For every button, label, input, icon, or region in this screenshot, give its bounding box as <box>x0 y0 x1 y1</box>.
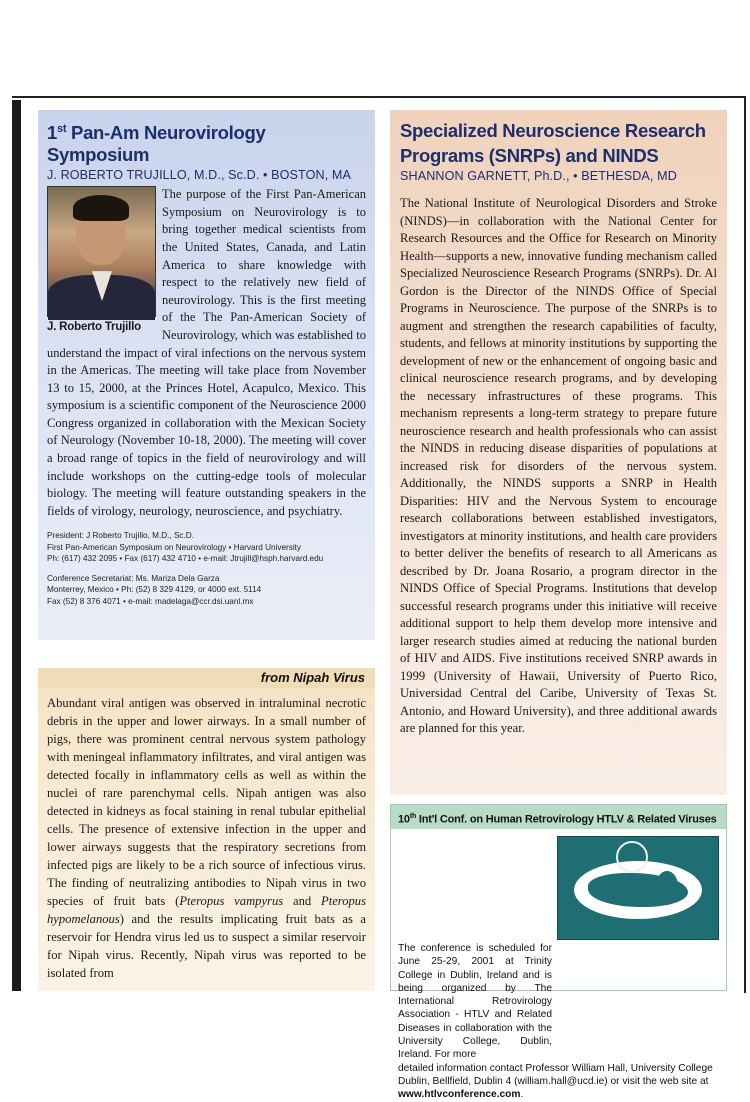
contact-line: Conference Secretariat: Ms. Mariza Dela Garza <box>47 573 220 583</box>
title-superscript: th <box>409 813 417 820</box>
species-name: Pteropus vampyrus <box>179 894 284 908</box>
title-number: 10 <box>398 813 410 826</box>
article-snrps-ninds <box>390 110 727 795</box>
contact-secretariat <box>47 573 366 608</box>
contact-line: First Pan-American Symposium on Neurovirology • Harvard University <box>47 542 302 552</box>
title-superscript: st <box>57 123 67 135</box>
contact-president <box>47 530 366 565</box>
article1-body: The purpose of the First Pan-American Symposium on Neurovirology is to bring together medical scientists from the United States, Canada, and Latin America to share knowledge with respect to the relatively new field of neurovirology. This is the first meeting of the The Pan-American Society of Neurovirology, which was established to understand the impact of viral infections on the nervous system in the Americas. The meeting will take place from November 13 to 15, 2000, at the Princes Hotel, Acapulco, Mexico. This symposium is a scientific component of the Neuroscience 2000 Congress organized in collaboration with the Mexican Society of Neurology (November 10-18, 2000). The meeting will cover a broad range of topics in the field of neurovirology and will include workshops on the cutting-edge tools of molecular biology. The meeting will feature outstanding speakers in the fields of virology, neurology, neuroscience, and psychiatry. <box>47 187 366 518</box>
article3-title: Specialized Neuroscience Research Programs (SNRPs) and NINDS <box>400 120 706 166</box>
title-text: Pan-Am Neurovirology Symposium <box>47 122 266 166</box>
contact-line: Fax (52) 8 376 4071 • e-mail: madelaga@ccr.dsi.uanl.mx <box>47 596 254 606</box>
author-portrait-photo <box>47 186 156 317</box>
article4-title <box>391 805 726 829</box>
body-text-run: and <box>283 894 321 908</box>
left-margin-rule <box>12 100 21 991</box>
contact-line: Ph: (617) 432 2095 • Fax (617) 432 4710 • e-mail: Jtrujill@hsph.harvard.edu <box>47 554 324 564</box>
conference-globe-logo <box>557 836 719 940</box>
body-text-run: ) and the results implicating fruit bats as a reservoir for Hendra virus led us to suspect a similar reservoir for Nipah virus. Recently, Nipah virus was reported to be isolated from <box>47 912 366 980</box>
article1-contact-info <box>47 530 366 607</box>
article2-continuation-tag: from Nipah Virus <box>38 668 375 688</box>
body-text-run: Abundant viral antigen was observed in intraluminal necrotic debris in the upper and lower airways. In a small number of pigs, there was prominent central nervous system pathology with meningeal inflammatory infiltrates, and viral antigen was detected focally in inflammatory cells as well as within the nuclei of rare parenchymal cells. Nipah antigen was also detected in kidneys as focal staining in renal tubular epithelial cells. The presence of extensive infection in the upper and lower airways suggests that the respiratory secretions from infected pigs are likely to be a rich source of infectious virus. The finding of neutralizing antibodies to Nipah virus in two species of fruit bats ( <box>47 696 366 908</box>
article2-body <box>47 694 366 982</box>
article4-body-wrap: The conference is scheduled for June 25-29, 2001 at Trinity College in Dublin, Ireland and is being organized by The International Retrovirology Association - HTLV and Related Diseases in collaboration with the University College, Dublin, Ireland. For more <box>398 943 552 1061</box>
article1-byline: J. ROBERTO TRUJILLO, M.D., Sc.D. • BOSTON, MA <box>47 168 351 183</box>
contact-line: President: J Roberto Trujillo, M.D., Sc.D. <box>47 531 194 541</box>
article1-title <box>47 118 366 166</box>
website-link[interactable]: www.htlvconference.com <box>398 1089 521 1101</box>
article3-body: The National Institute of Neurological Disorders and Stroke (NINDS)—in collaboration with the National Center for Research Resources and the Office for Research on Minority Health—supports a new, innovative funding mechanism called Specialized Neuroscience Research Programs (SNRPs). Dr. Al Gordon is the Director of the NINDS Office of Special Programs in Neuroscience. The purpose of the SNRPs is to augment and strengthen the research capabilities of faculty, students, and fellows at minority institutions by supporting the development of new or the enhancement of ongoing basic and clinical neuroscience research programs, and by developing the necessary infrastructures of these programs. This mechanism represents a long-term strategy to prepare future neuroscience research and health professionals who can assist the NINDS in reducing disease disparities of populations at increased risk for disorders of the nervous system. Additionally, the NINDS supports a SNRP in Health Disparities: HIV and the Nervous System to encourage research collaborations between established investigators, investigators at minority institutions, and health care providers to better deliver the benefits of research to all Americans as described by Dr. Joana Rosario, a program director in the NINDS Office of Special Programs. Institutions that develop successful research programs under this initiative will receive additional support to help them develop more intensive and larger research studies aimed at reducing the national burden of HIV and AIDS. Five institutions received SNRP awards in 1999 (University of Hawaii, University of Puerto Rico, Universidad Central del Caribe, University of Texas St. Antonio, and Howard University), and three additional awards are planned for this year. <box>400 196 717 735</box>
article4-content <box>391 829 726 1102</box>
article-nipah-virus <box>38 668 375 991</box>
article-pan-am-symposium <box>38 110 375 640</box>
species-name: Pteropus hypomelanous <box>47 894 367 926</box>
contact-line: Monterrey, Mexico • Ph: (52) 8 329 4129, or 4000 ext. 5114 <box>47 585 262 595</box>
punctuation: . <box>520 1089 524 1101</box>
body-text-run: detailed information contact Professor William Hall, University College Dublin, Bellfield, Dublin 4 (william.hall@ucd.ie) or visit the web site at <box>398 1062 713 1087</box>
article4-body-rest <box>398 1062 719 1102</box>
article3-byline: SHANNON GARNETT, Ph.D., • BETHESDA, MD <box>400 169 677 183</box>
article-htlv-conference <box>390 804 727 1101</box>
author-photo-block <box>47 186 156 333</box>
title-number: 1 <box>47 122 57 144</box>
photo-caption: J. Roberto Trujillo <box>47 321 141 334</box>
title-text: Int'l Conf. on Human Retrovirology HTLV & Related Viruses <box>416 813 717 826</box>
